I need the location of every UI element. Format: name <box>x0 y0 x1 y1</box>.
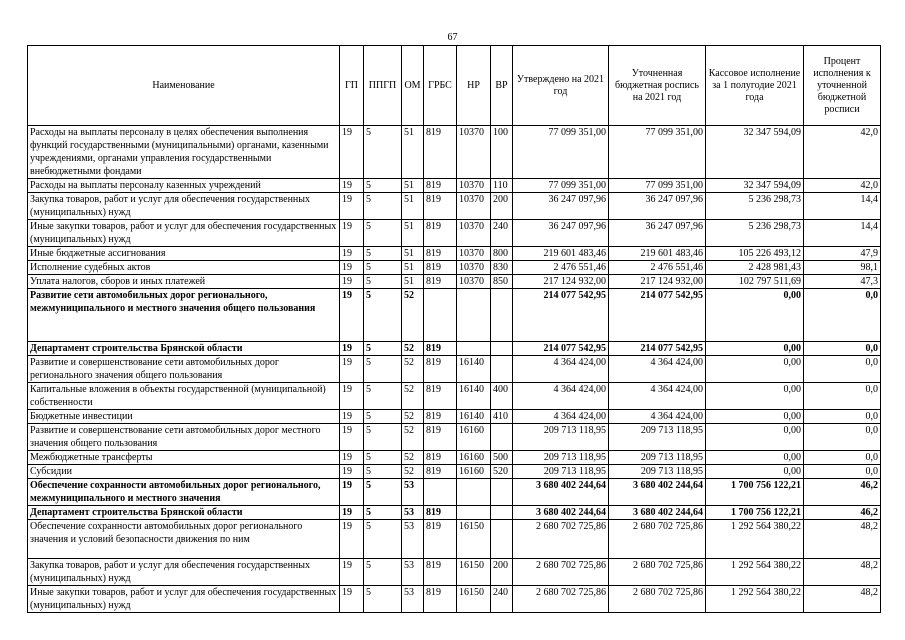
cell-om: 52 <box>402 289 424 342</box>
cell-gp: 19 <box>340 586 364 613</box>
cell-om: 51 <box>402 179 424 193</box>
header-grbs: ГРБС <box>424 46 457 126</box>
cell-approved: 4 364 424,00 <box>513 383 609 410</box>
table-row <box>28 261 881 275</box>
cell-cash: 0,00 <box>706 465 804 479</box>
cell-gp: 19 <box>340 479 364 506</box>
cell-percent: 0,0 <box>804 451 881 465</box>
cell-name: Закупка товаров, работ и услуг для обеспечения государственных (муниципальных) нужд <box>28 559 340 586</box>
cell-grbs: 819 <box>424 559 457 586</box>
cell-grbs: 819 <box>424 451 457 465</box>
cell-cash: 0,00 <box>706 356 804 383</box>
cell-gp: 19 <box>340 451 364 465</box>
cell-clarified: 4 364 424,00 <box>609 356 706 383</box>
table-row <box>28 506 881 520</box>
cell-gp: 19 <box>340 193 364 220</box>
cell-approved: 209 713 118,95 <box>513 424 609 451</box>
table-row <box>28 559 881 586</box>
cell-approved: 2 680 702 725,86 <box>513 520 609 559</box>
table-row <box>28 520 881 559</box>
table-row <box>28 451 881 465</box>
cell-approved: 36 247 097,96 <box>513 220 609 247</box>
cell-np: 16160 <box>457 424 491 451</box>
cell-approved: 77 099 351,00 <box>513 179 609 193</box>
cell-np: 10370 <box>457 275 491 289</box>
cell-ppgp: 5 <box>364 247 402 261</box>
cell-clarified: 209 713 118,95 <box>609 451 706 465</box>
cell-percent: 48,2 <box>804 559 881 586</box>
cell-grbs <box>424 289 457 342</box>
table-row <box>28 342 881 356</box>
cell-grbs: 819 <box>424 506 457 520</box>
cell-cash: 0,00 <box>706 342 804 356</box>
table-row <box>28 220 881 247</box>
cell-percent: 48,2 <box>804 520 881 559</box>
cell-cash: 2 428 981,43 <box>706 261 804 275</box>
cell-vr <box>491 506 513 520</box>
cell-np <box>457 342 491 356</box>
cell-percent: 0,0 <box>804 410 881 424</box>
cell-clarified: 214 077 542,95 <box>609 289 706 342</box>
cell-vr <box>491 520 513 559</box>
cell-clarified: 2 680 702 725,86 <box>609 586 706 613</box>
cell-approved: 4 364 424,00 <box>513 356 609 383</box>
cell-ppgp: 5 <box>364 451 402 465</box>
table-row <box>28 410 881 424</box>
cell-ppgp: 5 <box>364 479 402 506</box>
header-om: ОМ <box>402 46 424 126</box>
cell-om: 51 <box>402 247 424 261</box>
cell-om: 51 <box>402 126 424 179</box>
header-approved: Утверждено на 2021 год <box>513 46 609 126</box>
cell-np <box>457 479 491 506</box>
cell-name: Развитие и совершенствование сети автомобильных дорог регионального значения общего пользования <box>28 356 340 383</box>
table-row <box>28 247 881 261</box>
cell-np: 16160 <box>457 451 491 465</box>
cell-np: 10370 <box>457 220 491 247</box>
cell-grbs: 819 <box>424 179 457 193</box>
cell-cash: 32 347 594,09 <box>706 179 804 193</box>
cell-clarified: 209 713 118,95 <box>609 424 706 451</box>
cell-gp: 19 <box>340 356 364 383</box>
cell-grbs: 819 <box>424 424 457 451</box>
cell-cash: 105 226 493,12 <box>706 247 804 261</box>
cell-vr: 240 <box>491 586 513 613</box>
cell-clarified: 219 601 483,46 <box>609 247 706 261</box>
cell-clarified: 4 364 424,00 <box>609 383 706 410</box>
cell-grbs: 819 <box>424 465 457 479</box>
page-number: 67 <box>447 32 458 43</box>
cell-gp: 19 <box>340 506 364 520</box>
cell-clarified: 214 077 542,95 <box>609 342 706 356</box>
cell-percent: 14,4 <box>804 193 881 220</box>
cell-approved: 219 601 483,46 <box>513 247 609 261</box>
cell-vr: 200 <box>491 193 513 220</box>
cell-grbs: 819 <box>424 356 457 383</box>
cell-clarified: 77 099 351,00 <box>609 126 706 179</box>
cell-ppgp: 5 <box>364 410 402 424</box>
cell-percent: 0,0 <box>804 289 881 342</box>
cell-gp: 19 <box>340 179 364 193</box>
cell-np: 16160 <box>457 465 491 479</box>
table-body <box>28 126 881 613</box>
cell-gp: 19 <box>340 289 364 342</box>
cell-gp: 19 <box>340 424 364 451</box>
cell-gp: 19 <box>340 410 364 424</box>
cell-approved: 3 680 402 244,64 <box>513 506 609 520</box>
cell-ppgp: 5 <box>364 356 402 383</box>
cell-vr: 850 <box>491 275 513 289</box>
header-ppgp: ППГП <box>364 46 402 126</box>
cell-gp: 19 <box>340 342 364 356</box>
cell-vr: 100 <box>491 126 513 179</box>
cell-grbs: 819 <box>424 126 457 179</box>
cell-clarified: 4 364 424,00 <box>609 410 706 424</box>
cell-name: Развитие и совершенствование сети автомобильных дорог местного значения общего пользования <box>28 424 340 451</box>
cell-grbs: 819 <box>424 383 457 410</box>
cell-gp: 19 <box>340 220 364 247</box>
cell-cash: 0,00 <box>706 451 804 465</box>
header-gp: ГП <box>340 46 364 126</box>
cell-ppgp: 5 <box>364 220 402 247</box>
cell-om: 53 <box>402 506 424 520</box>
cell-percent: 47,9 <box>804 247 881 261</box>
header-name: Наименование <box>28 46 340 126</box>
cell-np: 10370 <box>457 261 491 275</box>
cell-np: 16140 <box>457 356 491 383</box>
cell-om: 52 <box>402 424 424 451</box>
cell-gp: 19 <box>340 520 364 559</box>
cell-name: Закупка товаров, работ и услуг для обеспечения государственных (муниципальных) нужд <box>28 193 340 220</box>
cell-clarified: 36 247 097,96 <box>609 193 706 220</box>
cell-clarified: 77 099 351,00 <box>609 179 706 193</box>
cell-clarified: 217 124 932,00 <box>609 275 706 289</box>
cell-ppgp: 5 <box>364 559 402 586</box>
cell-grbs: 819 <box>424 261 457 275</box>
cell-vr: 200 <box>491 559 513 586</box>
cell-np: 16140 <box>457 383 491 410</box>
cell-om: 51 <box>402 193 424 220</box>
cell-ppgp: 5 <box>364 506 402 520</box>
cell-np: 10370 <box>457 126 491 179</box>
cell-np: 16150 <box>457 520 491 559</box>
cell-grbs: 819 <box>424 586 457 613</box>
cell-name: Департамент строительства Брянской области <box>28 506 340 520</box>
cell-ppgp: 5 <box>364 342 402 356</box>
cell-om: 53 <box>402 559 424 586</box>
cell-vr: 410 <box>491 410 513 424</box>
cell-np: 16140 <box>457 410 491 424</box>
cell-np: 10370 <box>457 247 491 261</box>
cell-name: Бюджетные инвестиции <box>28 410 340 424</box>
cell-approved: 2 680 702 725,86 <box>513 586 609 613</box>
cell-grbs: 819 <box>424 410 457 424</box>
table-row <box>28 275 881 289</box>
cell-name: Капитальные вложения в объекты государственной (муниципальной) собственности <box>28 383 340 410</box>
cell-percent: 46,2 <box>804 506 881 520</box>
cell-cash: 5 236 298,73 <box>706 220 804 247</box>
cell-name: Иные закупки товаров, работ и услуг для обеспечения государственных (муниципальных) нужд <box>28 586 340 613</box>
cell-percent: 0,0 <box>804 342 881 356</box>
header-np: НР <box>457 46 491 126</box>
cell-vr: 800 <box>491 247 513 261</box>
cell-cash: 1 700 756 122,21 <box>706 506 804 520</box>
cell-cash: 0,00 <box>706 289 804 342</box>
cell-np <box>457 289 491 342</box>
table-row <box>28 356 881 383</box>
cell-percent: 14,4 <box>804 220 881 247</box>
cell-clarified: 2 476 551,46 <box>609 261 706 275</box>
cell-approved: 214 077 542,95 <box>513 342 609 356</box>
cell-vr <box>491 479 513 506</box>
cell-cash: 32 347 594,09 <box>706 126 804 179</box>
cell-ppgp: 5 <box>364 520 402 559</box>
cell-vr <box>491 424 513 451</box>
cell-np: 16150 <box>457 559 491 586</box>
cell-gp: 19 <box>340 275 364 289</box>
cell-percent: 42,0 <box>804 179 881 193</box>
header-cash: Кассовое исполнение за 1 полугодие 2021 года <box>706 46 804 126</box>
cell-ppgp: 5 <box>364 261 402 275</box>
table-row <box>28 465 881 479</box>
table-row <box>28 586 881 613</box>
cell-np <box>457 506 491 520</box>
cell-approved: 4 364 424,00 <box>513 410 609 424</box>
cell-np: 10370 <box>457 179 491 193</box>
cell-np: 16150 <box>457 586 491 613</box>
cell-cash: 1 292 564 380,22 <box>706 586 804 613</box>
cell-gp: 19 <box>340 383 364 410</box>
cell-grbs: 819 <box>424 520 457 559</box>
cell-vr: 520 <box>491 465 513 479</box>
cell-name: Расходы на выплаты персоналу казенных учреждений <box>28 179 340 193</box>
cell-gp: 19 <box>340 559 364 586</box>
cell-clarified: 36 247 097,96 <box>609 220 706 247</box>
cell-grbs: 819 <box>424 342 457 356</box>
cell-gp: 19 <box>340 126 364 179</box>
cell-approved: 2 476 551,46 <box>513 261 609 275</box>
cell-percent: 0,0 <box>804 356 881 383</box>
table-row <box>28 126 881 179</box>
cell-cash: 1 292 564 380,22 <box>706 520 804 559</box>
cell-grbs <box>424 479 457 506</box>
cell-approved: 77 099 351,00 <box>513 126 609 179</box>
cell-ppgp: 5 <box>364 289 402 342</box>
cell-name: Иные бюджетные ассигнования <box>28 247 340 261</box>
cell-vr <box>491 289 513 342</box>
budget-table <box>27 45 881 613</box>
cell-name: Субсидии <box>28 465 340 479</box>
cell-vr: 110 <box>491 179 513 193</box>
cell-percent: 46,2 <box>804 479 881 506</box>
cell-cash: 102 797 511,69 <box>706 275 804 289</box>
cell-name: Исполнение судебных актов <box>28 261 340 275</box>
cell-approved: 2 680 702 725,86 <box>513 559 609 586</box>
cell-clarified: 209 713 118,95 <box>609 465 706 479</box>
cell-percent: 98,1 <box>804 261 881 275</box>
cell-om: 52 <box>402 410 424 424</box>
cell-name: Департамент строительства Брянской области <box>28 342 340 356</box>
cell-name: Расходы на выплаты персоналу в целях обеспечения выполнения функций государственными (муниципальными) органами, казенными учреждениями, органами управления государственными внебюджетными фондами <box>28 126 340 179</box>
cell-vr <box>491 356 513 383</box>
cell-cash: 0,00 <box>706 424 804 451</box>
cell-ppgp: 5 <box>364 465 402 479</box>
table-row <box>28 479 881 506</box>
cell-om: 52 <box>402 342 424 356</box>
cell-om: 52 <box>402 356 424 383</box>
cell-name: Развитие сети автомобильных дорог регионального, межмуниципального и местного значения общего пользования <box>28 289 340 342</box>
cell-om: 53 <box>402 520 424 559</box>
cell-approved: 217 124 932,00 <box>513 275 609 289</box>
cell-ppgp: 5 <box>364 126 402 179</box>
cell-name: Иные закупки товаров, работ и услуг для обеспечения государственных (муниципальных) нужд <box>28 220 340 247</box>
cell-ppgp: 5 <box>364 383 402 410</box>
header-vr: ВР <box>491 46 513 126</box>
table-row <box>28 289 881 342</box>
cell-clarified: 2 680 702 725,86 <box>609 520 706 559</box>
cell-name: Межбюджетные трансферты <box>28 451 340 465</box>
cell-ppgp: 5 <box>364 179 402 193</box>
cell-grbs: 819 <box>424 220 457 247</box>
cell-approved: 209 713 118,95 <box>513 465 609 479</box>
cell-vr: 830 <box>491 261 513 275</box>
cell-percent: 0,0 <box>804 383 881 410</box>
cell-om: 52 <box>402 465 424 479</box>
cell-percent: 42,0 <box>804 126 881 179</box>
cell-gp: 19 <box>340 465 364 479</box>
cell-om: 51 <box>402 275 424 289</box>
cell-ppgp: 5 <box>364 424 402 451</box>
cell-ppgp: 5 <box>364 275 402 289</box>
cell-name: Обеспечение сохранности автомобильных дорог регионального значения и условий безопасности движения по ним <box>28 520 340 559</box>
cell-approved: 3 680 402 244,64 <box>513 479 609 506</box>
cell-approved: 36 247 097,96 <box>513 193 609 220</box>
cell-om: 51 <box>402 220 424 247</box>
cell-percent: 0,0 <box>804 424 881 451</box>
cell-name: Обеспечение сохранности автомобильных дорог регионального, межмуниципального и местного значения <box>28 479 340 506</box>
cell-percent: 47,3 <box>804 275 881 289</box>
table-row <box>28 193 881 220</box>
cell-percent: 0,0 <box>804 465 881 479</box>
cell-om: 53 <box>402 479 424 506</box>
header-clarified: Уточненная бюджетная роспись на 2021 год <box>609 46 706 126</box>
cell-np: 10370 <box>457 193 491 220</box>
cell-grbs: 819 <box>424 193 457 220</box>
cell-grbs: 819 <box>424 247 457 261</box>
cell-grbs: 819 <box>424 275 457 289</box>
header-row <box>28 46 881 126</box>
table-row <box>28 424 881 451</box>
cell-clarified: 2 680 702 725,86 <box>609 559 706 586</box>
cell-percent: 48,2 <box>804 586 881 613</box>
cell-gp: 19 <box>340 247 364 261</box>
cell-clarified: 3 680 402 244,64 <box>609 479 706 506</box>
cell-cash: 0,00 <box>706 410 804 424</box>
cell-om: 52 <box>402 383 424 410</box>
cell-ppgp: 5 <box>364 586 402 613</box>
cell-om: 51 <box>402 261 424 275</box>
header-percent: Процент исполнения к уточненной бюджетной росписи <box>804 46 881 126</box>
cell-ppgp: 5 <box>364 193 402 220</box>
cell-approved: 214 077 542,95 <box>513 289 609 342</box>
cell-approved: 209 713 118,95 <box>513 451 609 465</box>
cell-gp: 19 <box>340 261 364 275</box>
table-row <box>28 383 881 410</box>
table-row <box>28 179 881 193</box>
cell-cash: 1 700 756 122,21 <box>706 479 804 506</box>
cell-cash: 5 236 298,73 <box>706 193 804 220</box>
cell-name: Уплата налогов, сборов и иных платежей <box>28 275 340 289</box>
cell-om: 52 <box>402 451 424 465</box>
cell-vr: 400 <box>491 383 513 410</box>
cell-vr: 500 <box>491 451 513 465</box>
cell-vr: 240 <box>491 220 513 247</box>
cell-vr <box>491 342 513 356</box>
cell-clarified: 3 680 402 244,64 <box>609 506 706 520</box>
cell-cash: 1 292 564 380,22 <box>706 559 804 586</box>
cell-om: 53 <box>402 586 424 613</box>
cell-cash: 0,00 <box>706 383 804 410</box>
